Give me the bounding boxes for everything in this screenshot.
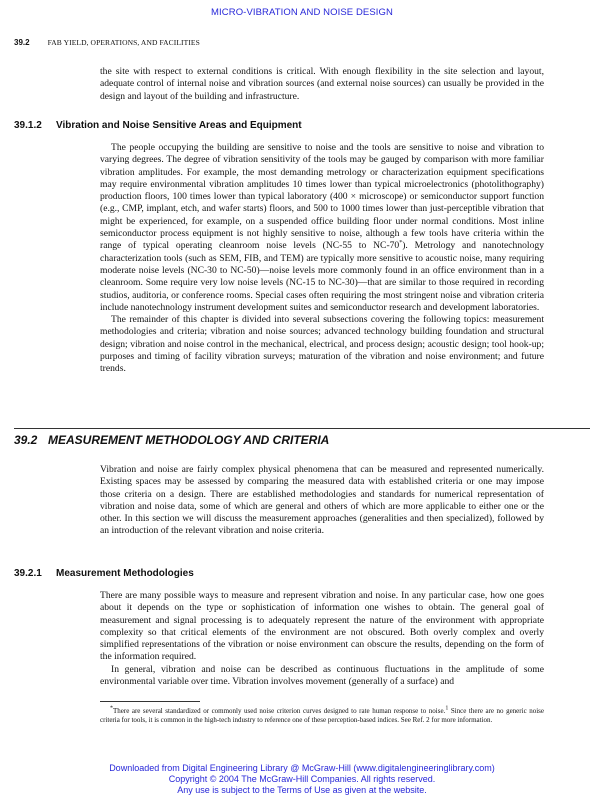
section-39-2-1-body (100, 590, 544, 688)
footnote-rule (100, 701, 200, 702)
footnote-text (100, 707, 544, 725)
footnote-marker: * (110, 705, 113, 712)
copyright-notice: Copyright © 2004 The McGraw-Hill Companies. All rights reserved. (168, 774, 436, 784)
download-notice (0, 763, 604, 796)
paragraph: Vibration and noise are fairly complex physical phenomena that can be measured and represented numerically. Existing spaces may be assessed by comparing the measured data with established criteria or one may impose those criteria on a design. There are established methodologies and standards for numerical representation of vibration and noise data, some of which are general and others of which are more applicable to either one or the other. In this section we will discuss the measurement approaches (generalities and then specialized), followed by an introduction of the relevant vibration and noise criteria. (100, 464, 544, 537)
paragraph-text-b: ). Metrology and nanotechnology characterization tools (such as SEM, FIB, and TEM) are typically more sensitive to acoustic noise, many requiring moderate noise levels (NC-30 to NC-50)—noise levels more commonly found in an office environment than in a cleanroom. Some require very low noise levels (NC-15 to NC-30)—that are similar to those required in recording studios, auditoria, or conference rooms. Special cases often requiring the most stringent noise and vibration criteria include nanotechnology instrument development suites and semiconductor research and development laboratories. (100, 240, 544, 313)
section-39-1-2-body (100, 142, 544, 376)
footnote-text-a: There are several standardized or commonly used noise criterion curves designed to rate human response to noise. (113, 707, 446, 715)
intro-text: the site with respect to external conditions is critical. With enough flexibility in the site selection and layout, adequate control of internal noise and vibration sources (and external noise sources) can usually be provided in the design and layout of the building and infrastructure. (100, 66, 544, 102)
running-title: FAB YIELD, OPERATIONS, AND FACILITIES (47, 38, 200, 47)
download-link[interactable]: Downloaded from Digital Engineering Library @ McGraw-Hill (www.digitalengineeringlibrary.com) (109, 763, 495, 773)
paragraph-text-a: The people occupying the building are sensitive to noise and the tools are sensitive to noise and vibration to varying degrees. The degree of vibration sensitivity of the tools may be gauged by comparison with more familiar vibration amplitudes. For example, the most demanding metrology or characterization equipment specifications may require environmental vibration amplitudes 10 times lower than typical microelectronics (photolithography) production floors, 100 times lower than typical laboratory (400 × microscope) or semiconductor support function (e.g., CMP, implant, etch, and wafer starts) floors, and 500 to 1000 times lower than just-perceptible vibration that might be experienced, for example, on a suspended office building floor under normal conditions. Most inline semiconductor process equipment is not highly sensitive to noise, although a few tools have criteria within the range of typical operating cleanroom noise levels (NC-55 to NC-70 (100, 142, 544, 252)
section-heading-39-1-2 (14, 120, 302, 131)
section-number: 39.2 (14, 433, 38, 447)
footnote (100, 707, 544, 725)
section-title: Vibration and Noise Sensitive Areas and Equipment (56, 120, 302, 131)
section-rule (14, 428, 590, 429)
footnote-marker: * (399, 240, 403, 247)
page-number: 39.2 (14, 38, 30, 47)
section-title: MEASUREMENT METHODOLOGY AND CRITERIA (48, 433, 330, 447)
footnote-text-b: Since there are no generic noise criteria for tools, it is common in the high-tech industry to reference one of these perception-based indices. See Ref. 2 for more information. (100, 707, 544, 724)
chapter-banner: MICRO-VIBRATION AND NOISE DESIGN (211, 7, 393, 18)
paragraph: In general, vibration and noise can be described as continuous fluctuations in the amplitude of some environmental variable over time. Vibration involves movement (generally of a surface) and (100, 663, 544, 688)
paragraph: The remainder of this chapter is divided into several subsections covering the following topics: measurement methodologies and criteria; vibration and noise sources; advanced technology building foundation and structural design; vibration and noise control in the mechanical, electrical, and process design; acoustic design; tool hook-up; purposes and timing of facility vibration surveys; maturation of the vibration and noise environment; and future trends. (100, 314, 544, 375)
section-title: Measurement Methodologies (56, 568, 194, 579)
section-39-2-body (100, 464, 544, 538)
paragraph (100, 142, 544, 314)
section-number: 39.2.1 (14, 568, 42, 579)
running-header (14, 38, 200, 47)
section-heading-39-2-1 (14, 568, 194, 579)
intro-paragraph (100, 66, 544, 103)
section-number: 39.1.2 (14, 120, 42, 131)
terms-notice: Any use is subject to the Terms of Use as given at the website. (177, 785, 427, 795)
reference-marker: 1 (445, 705, 449, 712)
section-heading-39-2 (14, 433, 329, 447)
paragraph: There are many possible ways to measure and represent vibration and noise. In any particular case, how one goes about it depends on the type or sophistication of information one wishes to obtain. The general goal of measurement and signal processing is to adequately represent the nature of the environment with appropriate complexity so that critical elements of the environment are not obscured. Both overly complex and overly simplified representations of the vibration or noise environment can obscure the results, depending on the form of the information required. (100, 590, 544, 663)
